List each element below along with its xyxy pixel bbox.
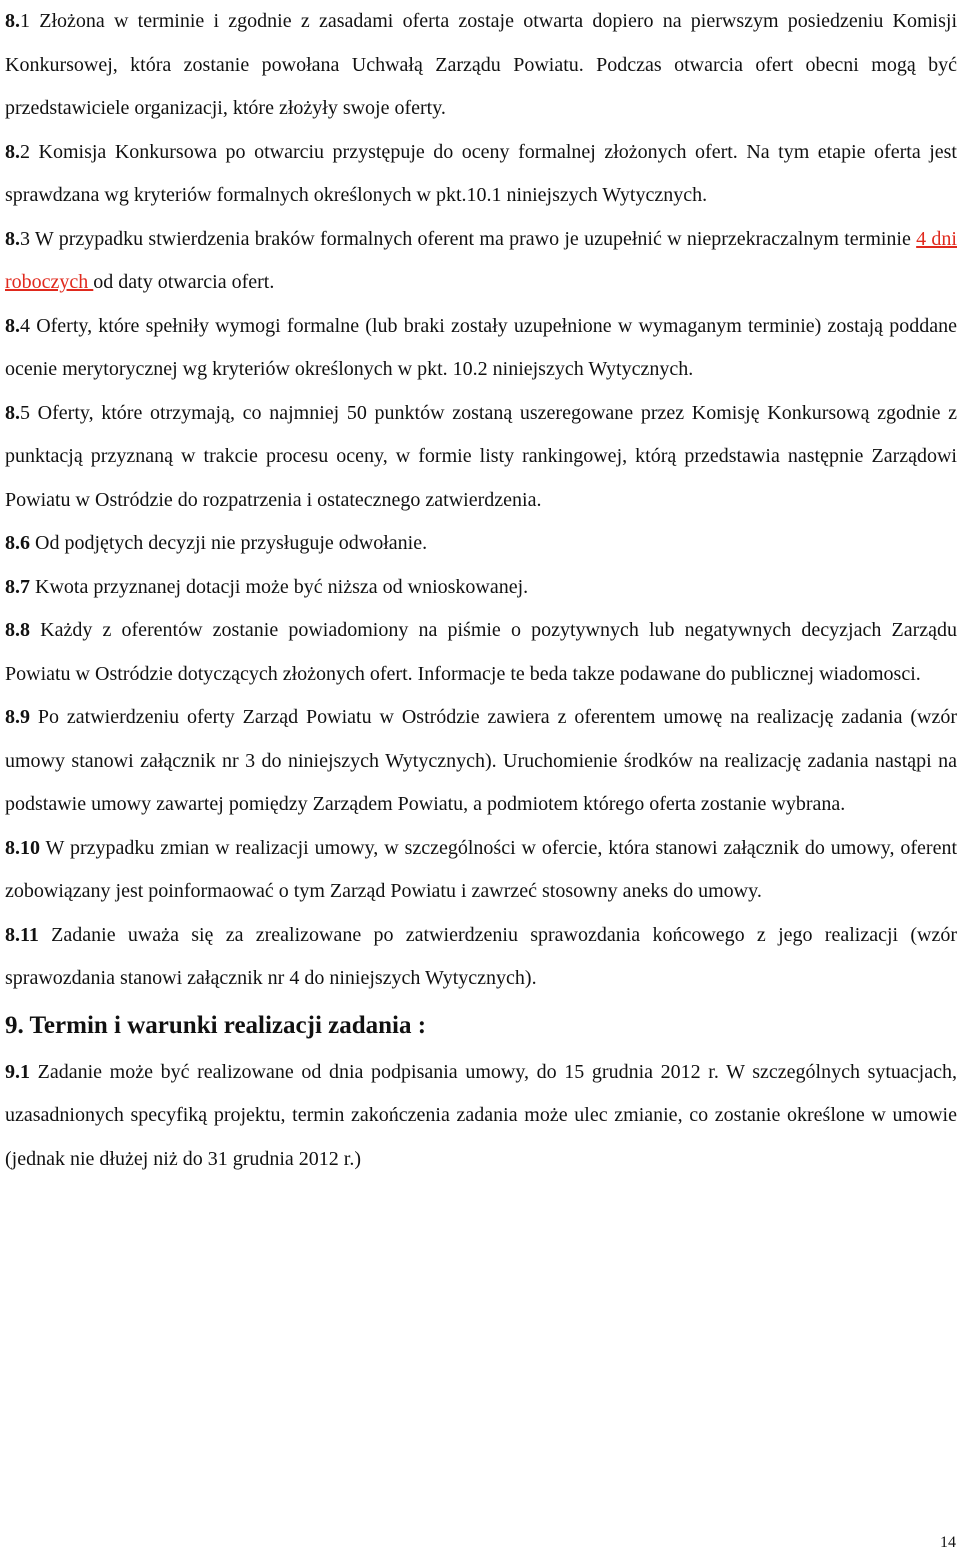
paragraph-number: 8.8: [5, 619, 30, 641]
paragraph-text: Oferty, które spełniły wymogi formalne (lub braki zostały uzupełnione w wymaganym terminie) zostają poddane ocenie merytorycznej wg kryteriów określonych w pkt. 10.2 niniejszych Wytycznych.: [5, 314, 957, 380]
paragraph-number: 8.7: [5, 575, 30, 598]
deadline-link[interactable]: 4 dni roboczych: [5, 227, 957, 293]
paragraph-8-1: [5, 0, 957, 131]
paragraph-text: Od podjętych decyzji nie przysługuje odwołanie.: [30, 532, 428, 554]
paragraph-number: 8.2: [5, 140, 30, 163]
page-number: 14: [940, 1534, 956, 1551]
paragraph-number: 8.5: [5, 401, 30, 424]
paragraph-8-4: [5, 305, 957, 392]
paragraph-number: 9.1: [5, 1060, 30, 1083]
paragraph-8-6: [5, 522, 957, 566]
paragraph-text: Po zatwierdzeniu oferty Zarząd Powiatu w Ostródzie zawiera z oferentem umowę na realizację zadania (wzór umowy stanowi załącznik nr 3 do niniejszych Wytycznych). Uruchomienie środków na realizację zadania nastąpi na podstawie umowy zawartej pomiędzy Zarządem Powiatu, a podmiotem którego oferta zostanie wybrana.: [5, 706, 957, 815]
paragraph-text: Oferty, które otrzymają, co najmniej 50 punktów zostaną uszeregowane przez Komisję Konkursową zgodnie z punktacją przyznaną w trakcie procesu oceny, w formie listy rankingowej, którą przedstawia następnie Zarządowi Powiatu w Ostródzie do rozpatrzenia i ostatecznego zatwierdzenia.: [5, 401, 957, 511]
paragraph-8-3: [5, 218, 957, 305]
paragraph-text: Każdy z oferentów zostanie powiadomiony na piśmie o pozytywnych lub negatywnych decyzjach Zarządu Powiatu w Ostródzie dotyczących złożonych ofert. Informacje te beda takze podawane do publicznej wiadomosci.: [5, 619, 957, 685]
paragraph-number: 8.1: [5, 10, 30, 32]
paragraph-text: Złożona w terminie i zgodnie z zasadami oferta zostaje otwarta dopiero na pierwszym posiedzeniu Komisji Konkursowej, która zostanie powołana Uchwałą Zarządu Powiatu. Podczas otwarcia ofert obecni mogą być przedstawiciele organizacji, które złożyły swoje oferty.: [5, 10, 957, 119]
paragraph-8-2: [5, 131, 957, 218]
paragraph-8-9: [5, 696, 957, 827]
document-page: [5, 0, 957, 1181]
paragraph-8-5: [5, 392, 957, 523]
paragraph-8-7: [5, 566, 957, 610]
paragraph-number: 8.3: [5, 227, 30, 250]
paragraph-number: 8.10: [5, 836, 40, 859]
section-heading-9: 9. Termin i warunki realizacji zadania :: [5, 1011, 427, 1039]
paragraph-text: Zadanie może być realizowane od dnia podpisania umowy, do 15 grudnia 2012 r. W szczególnych sytuacjach, uzasadnionych specyfiką projektu, termin zakończenia zadania może ulec zmianie, co zostanie określone w umowie (jednak nie dłużej niż do 31 grudnia 2012 r.): [5, 1060, 957, 1170]
paragraph-text-end: od daty otwarcia ofert.: [93, 271, 275, 293]
paragraph-8-11: [5, 914, 957, 1001]
paragraph-text: Komisja Konkursowa po otwarciu przystępuje do oceny formalnej złożonych ofert. Na tym etapie oferta jest sprawdzana wg kryteriów formalnych określonych w pkt.10.1 niniejszych Wytycznych.: [5, 140, 957, 206]
paragraph-text: Kwota przyznanej dotacji może być niższa od wnioskowanej.: [30, 575, 529, 598]
paragraph-text: Zadanie uważa się za zrealizowane po zatwierdzeniu sprawozdania końcowego z jego realizacji (wzór sprawozdania stanowi załącznik nr 4 do niniejszych Wytycznych).: [5, 923, 957, 989]
paragraph-number: 8.6: [5, 532, 30, 554]
paragraph-9-1: [5, 1051, 957, 1182]
paragraph-number: 8.9: [5, 706, 30, 728]
paragraph-text: W przypadku zmian w realizacji umowy, w szczególności w ofercie, która stanowi załącznik do umowy, oferent zobowiązany jest poinformaować o tym Zarząd Powiatu i zawrzeć stosowny aneks do umowy.: [5, 836, 957, 902]
paragraph-text: W przypadku stwierdzenia braków formalnych oferent ma prawo je uzupełnić w nieprzekraczalnym terminie: [30, 227, 917, 250]
paragraph-number: 8.11: [5, 923, 39, 946]
paragraph-8-10: [5, 827, 957, 914]
paragraph-8-8: [5, 609, 957, 696]
paragraph-number: 8.4: [5, 314, 30, 337]
